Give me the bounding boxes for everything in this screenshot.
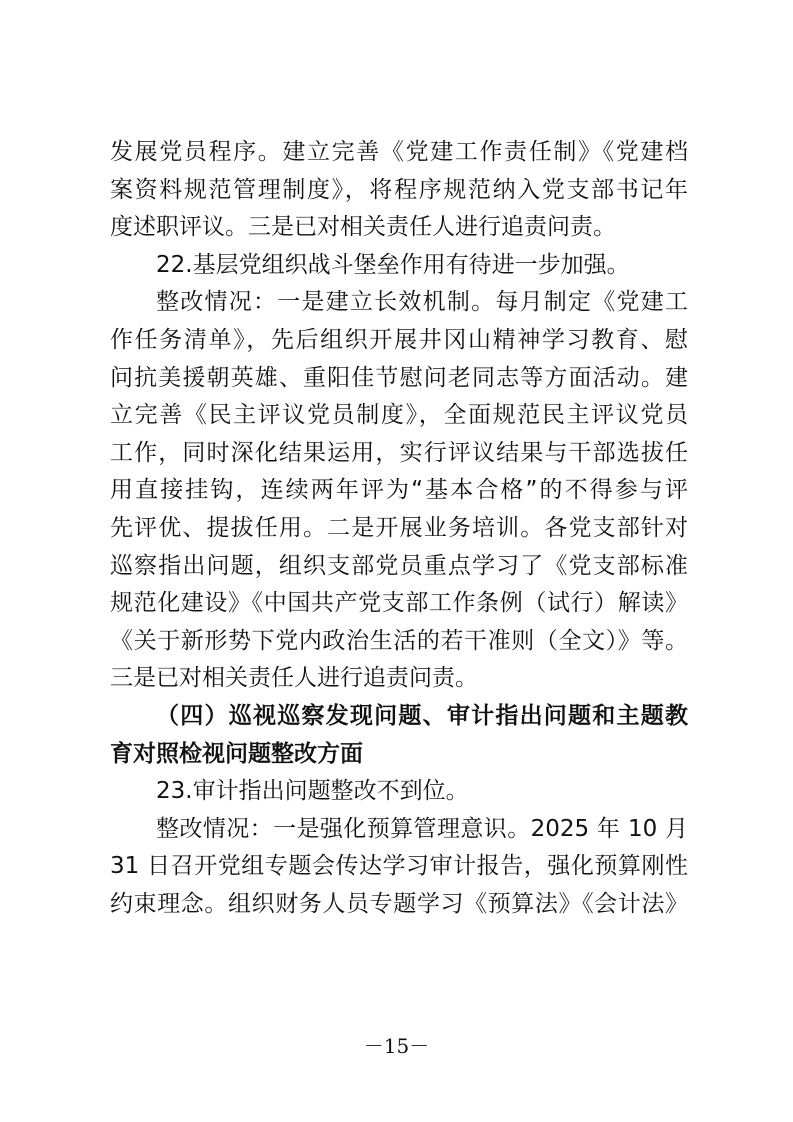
text-line: 三是已对相关责任人进行追责问责。 [110,665,478,692]
text-line: 整改情况：一是强化预算管理意识。2025 年 10 月 [156,815,688,842]
document-body [110,134,688,923]
section-heading: 育对照检视问题整改方面 [110,740,363,767]
text-line: 巡察指出问题，组织支部党员重点学习了《党支部标准 [110,552,688,579]
text-line: 约束理念。组织财务人员专题学习《预算法》《会计法》 [110,890,688,917]
text-line: 工作，同时深化结果运用，实行评议结果与干部选拔任 [110,439,688,466]
page-number: －15－ [363,1034,430,1058]
text-line: 度述职评议。三是已对相关责任人进行追责问责。 [110,214,616,241]
text-line: 用直接挂钩，连续两年评为“基本合格”的不得参与评 [110,477,688,504]
text-line: 作任务清单》，先后组织开展井冈山精神学习教育、慰 [110,326,688,353]
text-line: 问抗美援朝英雄、重阳佳节慰问老同志等方面活动。建 [110,364,688,391]
item-title: 23.审计指出问题整改不到位。 [156,778,469,805]
text-line: 先评优、提拔任用。二是开展业务培训。各党支部针对 [110,514,688,541]
text-line: 《关于新形势下党内政治生活的若干准则（全文）》等。 [110,627,688,654]
text-line: 案资料规范管理制度》，将程序规范纳入党支部书记年 [110,176,688,203]
section-heading: （四）巡视巡察发现问题、审计指出问题和主题教 [156,702,688,729]
text-line: 规范化建设》《中国共产党支部工作条例（试行）解读》 [110,590,688,617]
text-line: 31 日召开党组专题会传达学习审计报告，强化预算刚性 [110,853,688,880]
item-title: 22.基层党组织战斗堡垒作用有待进一步加强。 [156,251,630,278]
text-line: 整改情况：一是建立长效机制。每月制定《党建工 [156,289,688,316]
text-line: 立完善《民主评议党员制度》，全面规范民主评议党员 [110,402,688,429]
text-line: 发展党员程序。建立完善《党建工作责任制》《党建档 [110,139,688,165]
